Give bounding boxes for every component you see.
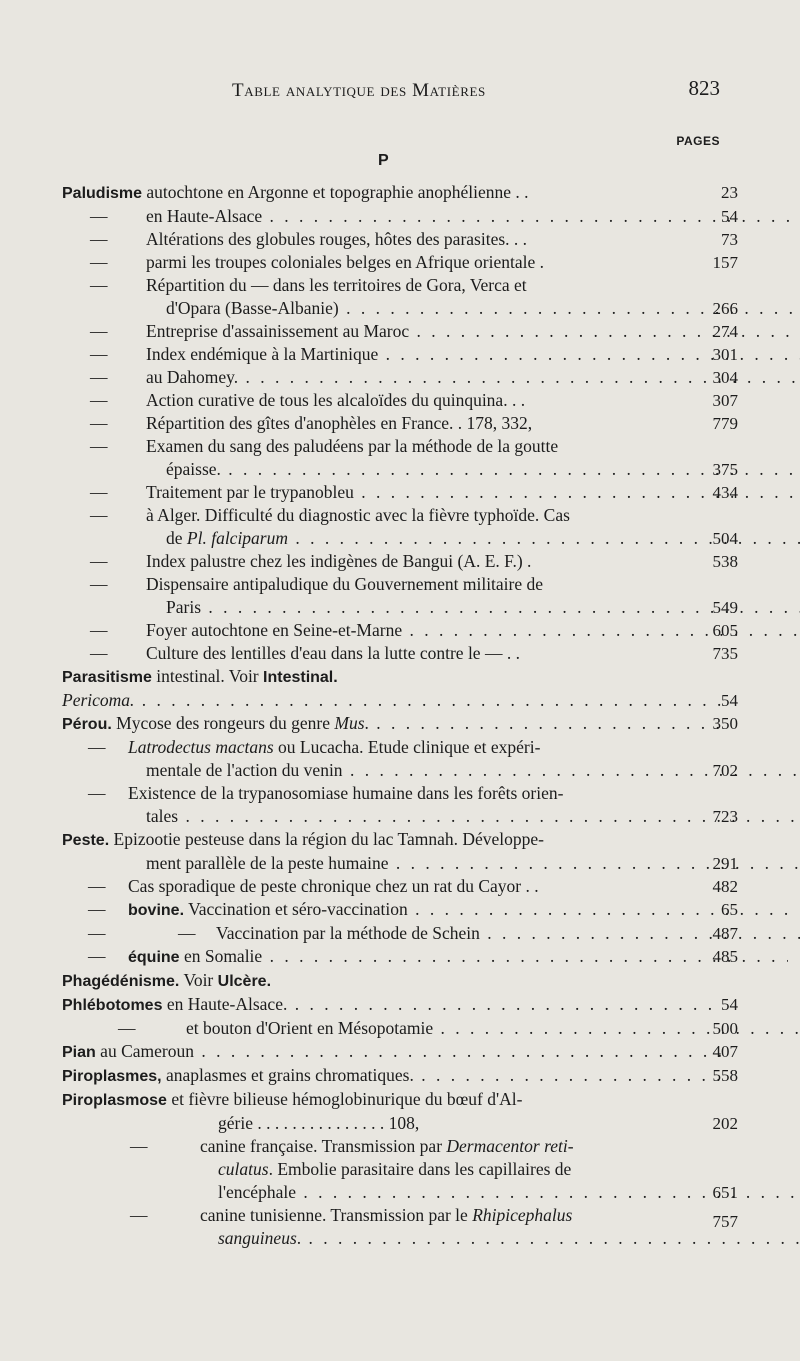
entry-dash: — — [90, 367, 108, 387]
index-entry — [0, 1064, 800, 1088]
page-reference: 757 — [712, 1212, 738, 1231]
page-reference: 735 — [712, 644, 738, 663]
index-entry — [0, 875, 800, 898]
entry-heading: Peste. — [62, 832, 110, 849]
page-reference: 702 — [712, 761, 738, 780]
page-reference: 202 — [712, 1114, 738, 1133]
entry-dash: — — [90, 275, 108, 295]
entry-text: et bouton d'Orient en Mésopotamie . . . — [0, 1017, 800, 1040]
index-entry — [0, 412, 800, 435]
entry-dash: — — [88, 737, 106, 757]
entry-text: à Alger. Difficulté du diagnostic avec la fièvre typhoïde. Cas — [146, 505, 570, 525]
entry-text-continued: l'encéphale . . . — [0, 1181, 800, 1204]
page-reference: 291 — [712, 854, 738, 873]
index-entry — [0, 782, 800, 828]
entry-text: Foyer autochtone en Seine-et-Marne . . . — [0, 619, 800, 642]
entry-dash-secondary: — — [178, 923, 196, 943]
entry-text-continued: de Pl. falciparum . . . — [0, 527, 800, 550]
entry-text: Répartition des gîtes d'anophèles en France. . 178, 332, — [146, 413, 533, 433]
entry-heading: Pericoma. — [62, 690, 135, 710]
entry-dash: — — [130, 1205, 148, 1225]
entry-heading: Pian — [62, 1044, 96, 1061]
entry-dash: — — [88, 923, 106, 943]
entry-text: canine française. Transmission par Dermacentor reti- — [200, 1136, 574, 1156]
index-entry — [0, 642, 800, 665]
index-entry — [0, 320, 800, 343]
entry-heading: Pérou. — [62, 716, 112, 733]
page-reference: 350 — [712, 714, 738, 733]
entry-text: Traitement par le trypanobleu . . . — [0, 481, 800, 504]
index-entry — [0, 898, 800, 922]
index-entry — [0, 712, 800, 736]
page-reference: 375 — [712, 460, 738, 479]
index-entry — [0, 828, 800, 875]
page-reference: 482 — [712, 877, 738, 896]
entry-text: Action curative de tous les alcaloïdes du quinquina. . . — [146, 390, 526, 410]
page-reference: 266 — [712, 299, 738, 318]
entry-text-continued: tales . . . — [0, 805, 800, 828]
index-entry — [0, 481, 800, 504]
page-reference: 485 — [712, 947, 738, 966]
page-reference: 407 — [712, 1042, 738, 1061]
entry-dash: — — [90, 482, 108, 502]
page-reference: 301 — [712, 345, 738, 364]
entry-text: Répartition du — dans les territoires de Gora, Verca et — [146, 275, 527, 295]
entry-text-continued: culatus. Embolie parasitaire dans les capillaires de — [218, 1159, 572, 1179]
entry-dash: — — [90, 574, 108, 594]
index-entry — [0, 366, 800, 389]
page-reference: 274 — [712, 322, 738, 341]
entry-text-continued: mentale de l'action du venin . . . — [0, 759, 800, 782]
page-reference: 304 — [712, 368, 738, 387]
page-reference: 54 — [721, 207, 738, 226]
index-entry — [0, 181, 800, 205]
index-entry — [0, 619, 800, 642]
index-entry — [0, 1204, 800, 1250]
entry-text-continued: gérie . . . . . . . . . . . . . . . 108, — [218, 1113, 420, 1133]
index-entry — [0, 435, 800, 481]
entry-text: au Dahomey. . . . — [0, 366, 800, 389]
index-entries — [0, 181, 800, 1250]
entry-heading: Phagédénisme. — [62, 973, 180, 990]
entry-text: Vaccination par la méthode de Schein . . . — [0, 922, 800, 945]
section-letter: P — [378, 152, 389, 169]
entry-text: équine en Somalie . . . — [0, 945, 788, 969]
page-reference: 723 — [712, 807, 738, 826]
entry-heading: Parasitisme — [62, 669, 152, 686]
entry-text: canine tunisienne. Transmission par le Rhipicephalus — [200, 1205, 573, 1225]
index-entry — [0, 205, 800, 228]
entry-dash: — — [90, 206, 108, 226]
index-entry — [0, 665, 800, 689]
entry-heading: Phlébotomes — [62, 997, 163, 1014]
index-entry — [0, 945, 800, 969]
entry-dash: — — [90, 551, 108, 571]
page-reference: 54 — [721, 691, 738, 710]
entry-text: Epizootie pesteuse dans la région du lac Tamnah. Développe- — [113, 829, 544, 849]
entry-dash: — — [88, 899, 106, 919]
entry-text-continued: d'Opara (Basse-Albanie) . . . — [0, 297, 800, 320]
entry-text: en Haute-Alsace. — [166, 994, 288, 1014]
index-entry — [0, 389, 800, 412]
entry-text-continued: épaisse. . . . — [0, 458, 800, 481]
index-entry — [0, 969, 800, 993]
page-reference: 605 — [712, 621, 738, 640]
page-reference: 23 — [721, 183, 738, 202]
entry-text: Index endémique à la Martinique . . . — [0, 343, 800, 366]
entry-dash: — — [90, 643, 108, 663]
index-entry — [0, 922, 800, 945]
entry-dash: — — [90, 321, 108, 341]
entry-text: Altérations des globules rouges, hôtes des parasites. . . — [146, 229, 528, 249]
entry-text: Culture des lentilles d'eau dans la lutte contre le — . . — [146, 643, 520, 663]
page-reference: 65 — [721, 900, 738, 919]
page-reference: 538 — [712, 552, 738, 571]
entry-dash: — — [90, 436, 108, 456]
index-entry — [0, 504, 800, 550]
entry-text: et fièvre bilieuse hémoglobinurique du bœuf d'Al- — [171, 1089, 523, 1109]
index-entry — [0, 1017, 800, 1040]
entry-text-continued: sanguineus. . . . — [0, 1227, 800, 1250]
page-reference: 434 — [712, 483, 738, 502]
entry-dash: — — [130, 1136, 148, 1156]
entry-dash: — — [118, 1018, 136, 1038]
entry-dash: — — [88, 783, 106, 803]
entry-text: Latrodectus mactans ou Lucacha. Etude clinique et expéri- — [128, 737, 541, 757]
entry-dash: — — [90, 229, 108, 249]
entry-text: Index palustre chez les indigènes de Bangui (A. E. F.) . — [146, 551, 532, 571]
page-reference: 73 — [721, 230, 738, 249]
entry-text: parmi les troupes coloniales belges en Afrique orientale . — [146, 252, 544, 272]
entry-text-continued: ment parallèle de la peste humaine . . . — [0, 852, 800, 875]
page-reference: 487 — [712, 924, 738, 943]
species-name: Pl. falciparum — [186, 528, 289, 548]
page-reference: 307 — [712, 391, 738, 410]
index-entry — [0, 736, 800, 782]
page-reference: 157 — [712, 253, 738, 272]
pages-column-label: PAGES — [676, 134, 720, 148]
index-entry — [0, 1135, 800, 1204]
entry-dash: — — [88, 946, 106, 966]
page-reference: 500 — [712, 1019, 738, 1038]
entry-text: Examen du sang des paludéens par la méthode de la goutte — [146, 436, 559, 456]
index-entry — [0, 550, 800, 573]
running-header: Table analytique des Matières — [232, 80, 486, 101]
entry-text: intestinal. Voir Intestinal. — [156, 666, 338, 686]
index-entry — [0, 573, 800, 619]
page-reference: 549 — [712, 598, 738, 617]
entry-text: Dispensaire antipaludique du Gouvernement militaire de — [146, 574, 544, 594]
entry-text: bovine. Vaccination et séro-vaccination . . . — [0, 898, 788, 922]
entry-text: Voir Ulcère. — [183, 970, 272, 990]
entry-text: anaplasmes et grains chromatiques. — [165, 1065, 414, 1085]
index-entry — [0, 1040, 800, 1064]
entry-dash: — — [90, 413, 108, 433]
page-reference: 504 — [712, 529, 738, 548]
entry-text: au Cameroun — [100, 1041, 194, 1061]
entry-heading: Piroplasmes, — [62, 1068, 162, 1085]
page-number: 823 — [688, 76, 720, 100]
index-entry — [0, 228, 800, 251]
entry-dash: — — [90, 505, 108, 525]
index-entry — [0, 343, 800, 366]
entry-dash: — — [90, 620, 108, 640]
index-entry — [0, 993, 800, 1017]
entry-dash: — — [90, 390, 108, 410]
entry-text: Mycose des rongeurs du genre Mus. — [116, 713, 369, 733]
entry-heading: Paludisme — [62, 185, 143, 202]
page-reference: 779 — [712, 414, 738, 433]
index-entry — [0, 689, 800, 712]
page-reference: 558 — [712, 1066, 738, 1085]
index-entry — [0, 274, 800, 320]
entry-dash: — — [90, 344, 108, 364]
entry-heading: Piroplasmose — [62, 1092, 167, 1109]
entry-text: en Haute-Alsace . . . — [0, 205, 800, 228]
entry-text: Existence de la trypanosomiase humaine dans les forêts orien- — [128, 783, 564, 803]
index-entry — [0, 1088, 800, 1135]
entry-dash: — — [90, 252, 108, 272]
entry-text: Entreprise d'assainissement au Maroc . . . — [0, 320, 800, 343]
entry-text: autochtone en Argonne et topographie anophélienne . . — [146, 182, 529, 202]
index-entry — [0, 251, 800, 274]
entry-text: Cas sporadique de peste chronique chez un rat du Cayor . . — [128, 876, 539, 896]
page-reference: 651 — [712, 1183, 738, 1202]
page-reference: 54 — [721, 995, 738, 1014]
entry-text-continued: Paris . . . — [0, 596, 800, 619]
entry-dash: — — [88, 876, 106, 896]
